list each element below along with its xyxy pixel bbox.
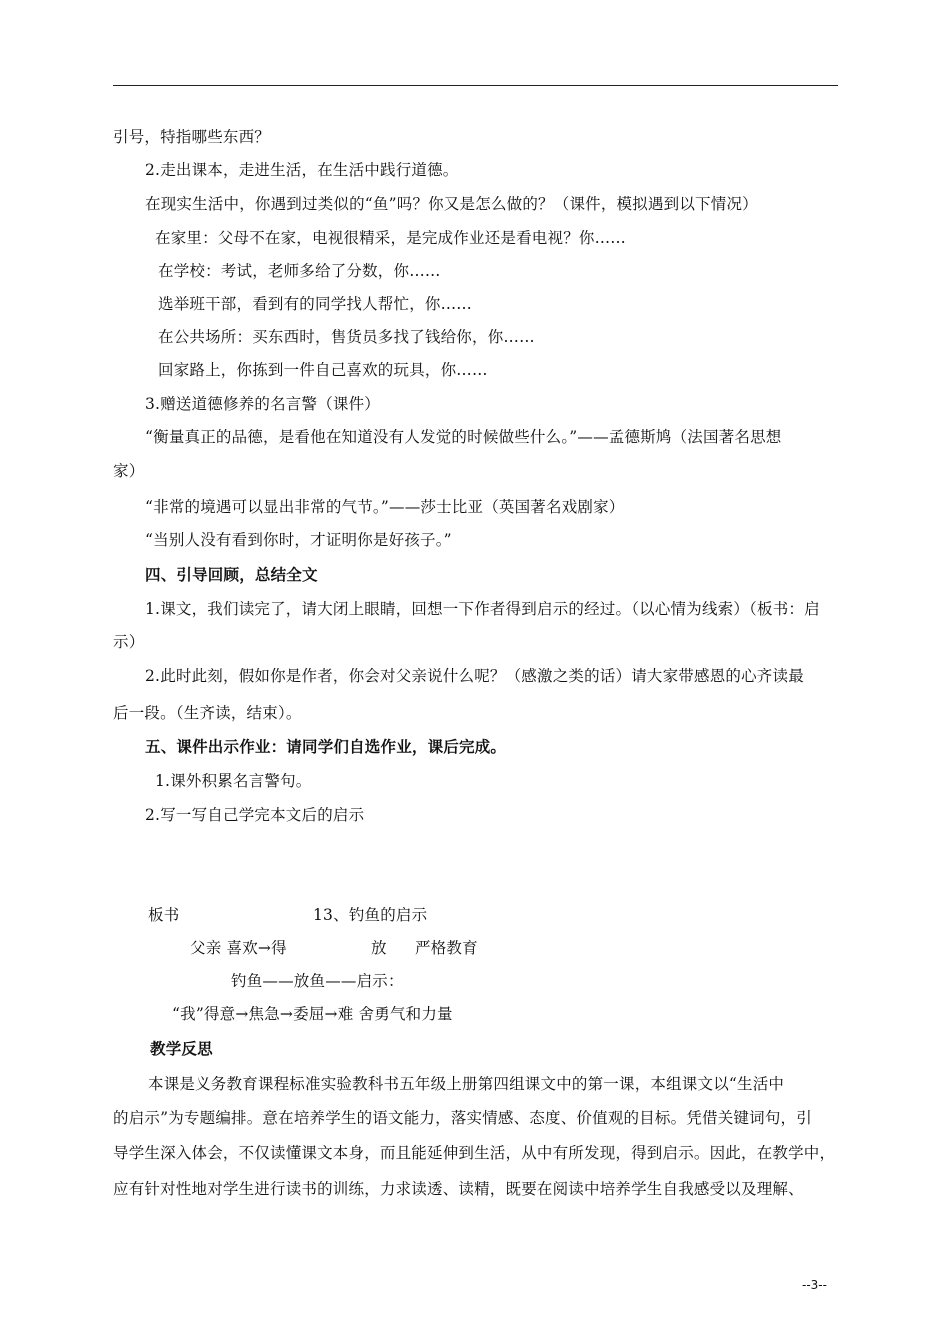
- blackboard-label: 板书: [148, 906, 180, 924]
- section-heading: 五、课件出示作业：请同学们自选作业，课后完成。: [145, 737, 507, 756]
- blackboard-line: 严格教育: [415, 939, 478, 957]
- text-line: 3.赠送道德修养的名言警（课件）: [145, 395, 380, 413]
- quote-line: “非常的境遇可以显出非常的气节。”——莎士比亚（英国著名戏剧家）: [145, 498, 625, 516]
- text-line: 在家里：父母不在家，电视很精采，是完成作业还是看电视？你……: [155, 229, 627, 247]
- section-heading: 四、引导回顾，总结全文: [145, 565, 318, 584]
- text-line: 在公共场所：买东西时，售货员多找了钱给你，你……: [158, 328, 535, 346]
- blackboard-line: “我”得意→焦急→委屈→难 舍勇气和力量: [172, 1005, 453, 1023]
- text-line: 示）: [113, 633, 145, 651]
- text-line: 引号，特指哪些东西？: [113, 128, 271, 146]
- blackboard-line: 父亲 喜欢→得: [190, 939, 287, 957]
- text-line: 2.走出课本，走进生活，在生活中践行道德。: [145, 161, 459, 179]
- quote-line: “衡量真正的品德，是看他在知道没有人发觉的时候做些什么。”——孟德斯鸠（法国著名思想: [145, 428, 782, 446]
- text-line: 后一段。（生齐读，结束）。: [113, 704, 302, 722]
- text-line: 1.课外积累名言警句。: [155, 772, 312, 790]
- quote-line: 家）: [113, 462, 145, 480]
- blackboard-title: 13、钓鱼的启示: [313, 906, 428, 924]
- text-line: 在学校：考试，老师多给了分数，你……: [158, 262, 441, 280]
- text-line: 在现实生活中，你遇到过类似的“鱼”吗？你又是怎么做的？（课件，模拟遇到以下情况）: [145, 195, 758, 213]
- text-line: 选举班干部，看到有的同学找人帮忙，你……: [158, 295, 473, 313]
- section-heading: 教学反思: [150, 1039, 213, 1058]
- text-line: 1.课文，我们读完了，请大闭上眼睛，回想一下作者得到启示的经过。（以心情为线索）（板书：启: [145, 600, 820, 618]
- text-line: 应有针对性地对学生进行读书的训练，力求读透、读精，既要在阅读中培养学生自我感受以及理解、: [113, 1180, 804, 1198]
- text-line: 2.此时此刻，假如你是作者，你会对父亲说什么呢？（感激之类的话）请大家带感恩的心齐读最: [145, 667, 804, 685]
- blackboard-line: 放: [371, 939, 387, 957]
- blackboard-line: 钓鱼——放鱼——启示：: [231, 972, 404, 990]
- text-line: 的启示”为专题编排。意在培养学生的语文能力，落实情感、态度、价值观的目标。凭借关键词句，引: [113, 1109, 812, 1127]
- quote-line: “当别人没有看到你时，才证明你是好孩子。”: [145, 531, 452, 549]
- header-rule: [113, 85, 838, 86]
- text-line: 回家路上，你拣到一件自己喜欢的玩具，你……: [158, 361, 488, 379]
- text-line: 导学生深入体会，不仅读懂课文本身，而且能延伸到生活，从中有所发现，得到启示。因此，在教学中，: [113, 1144, 836, 1162]
- page-number: --3--: [802, 1278, 827, 1292]
- text-line: 本课是义务教育课程标准实验教科书五年级上册第四组课文中的第一课，本组课文以“生活中: [148, 1075, 785, 1093]
- text-line: 2.写一写自己学完本文后的启示: [145, 806, 365, 824]
